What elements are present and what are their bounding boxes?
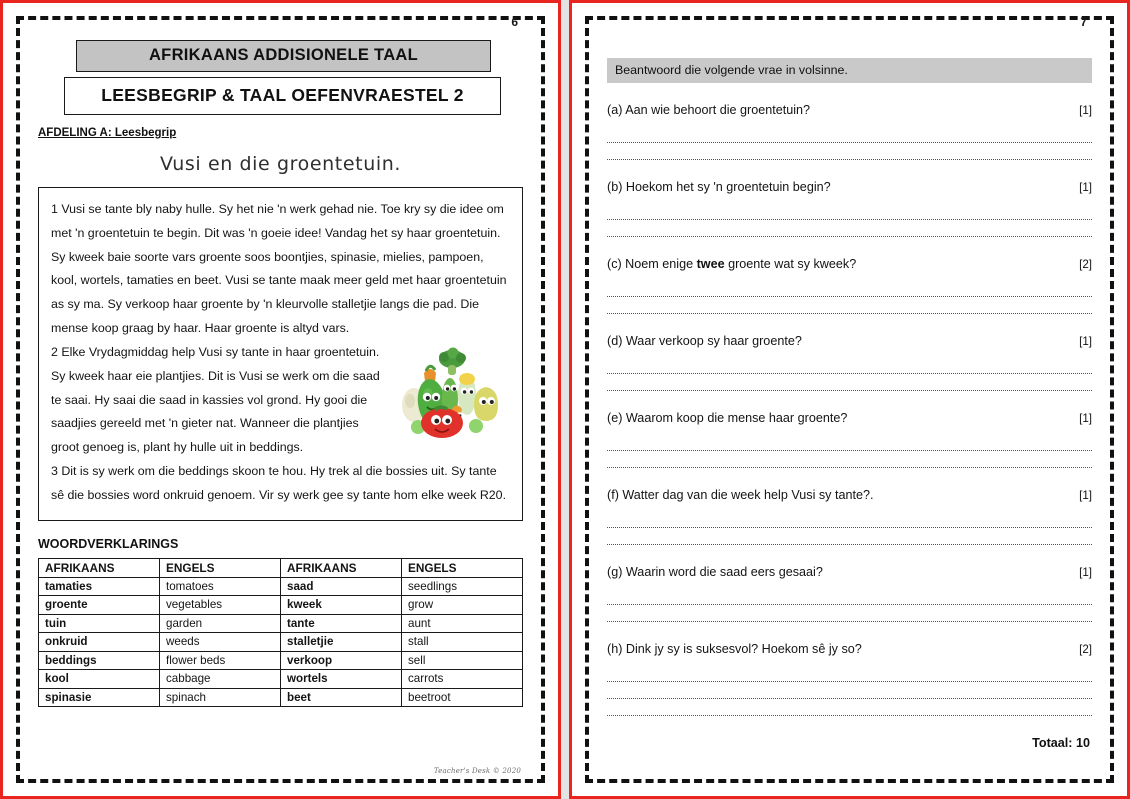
- question-marks: [1]: [1079, 104, 1092, 117]
- answer-lines[interactable]: [607, 436, 1092, 468]
- section-label: AFDELING A: Leesbegrip: [38, 127, 177, 139]
- question-text: (g) Waarin word die saad eers gesaai?: [607, 565, 823, 579]
- vocab-cell: weeds: [160, 633, 281, 652]
- question-text-post: groente wat sy kweek?: [724, 257, 857, 271]
- vocabulary-table: [38, 558, 523, 708]
- question-text: (e) Waarom koop die mense haar groente?: [607, 411, 848, 425]
- page-number-left: 6: [511, 15, 518, 29]
- page-content-right: [585, 16, 1114, 783]
- answer-line[interactable]: [607, 590, 1092, 605]
- questions-instruction: Beantwoord die volgende vrae in volsinne.: [607, 58, 1092, 83]
- vocab-cell: carrots: [402, 670, 523, 689]
- question-marks: [2]: [1079, 258, 1092, 271]
- answer-line[interactable]: [607, 222, 1092, 237]
- question-header: [607, 565, 1092, 579]
- answer-lines[interactable]: [607, 282, 1092, 314]
- question-text: (b) Hoekom het sy 'n groentetuin begin?: [607, 180, 831, 194]
- answer-line[interactable]: [607, 299, 1092, 314]
- vocab-cell: spinach: [160, 688, 281, 707]
- answer-line[interactable]: [607, 205, 1092, 220]
- page-number-right: 7: [1080, 15, 1087, 29]
- passage-title: Vusi en die groentetuin.: [159, 153, 401, 175]
- table-row: [39, 596, 523, 615]
- answer-line[interactable]: [607, 667, 1092, 682]
- vocab-cell: kweek: [281, 596, 402, 615]
- question-marks: [1]: [1079, 412, 1092, 425]
- question-marks: [2]: [1079, 643, 1092, 656]
- answer-line[interactable]: [607, 607, 1092, 622]
- question-marks: [1]: [1079, 181, 1092, 194]
- question-item-c: [607, 257, 1092, 314]
- vocab-cell: grow: [402, 596, 523, 615]
- question-marks: [1]: [1079, 566, 1092, 579]
- vocab-cell: onkruid: [39, 633, 160, 652]
- question-text: (d) Waar verkoop sy haar groente?: [607, 334, 802, 348]
- vocab-cell: verkoop: [281, 651, 402, 670]
- question-text: (f) Watter dag van die week help Vusi sy tante?.: [607, 488, 874, 502]
- passage-paragraph-2-wrap: [51, 341, 510, 508]
- vocab-cell: beet: [281, 688, 402, 707]
- vocab-cell: kool: [39, 670, 160, 689]
- vocab-cell: saad: [281, 577, 402, 596]
- worksheet-page-right: [569, 0, 1130, 799]
- table-row: [39, 651, 523, 670]
- vocab-cell: beetroot: [402, 688, 523, 707]
- question-item-a: [607, 103, 1092, 160]
- vocab-cell: aunt: [402, 614, 523, 633]
- question-marks: [1]: [1079, 489, 1092, 502]
- vocabulary-heading: WOORDVERKLARINGS: [38, 536, 179, 551]
- question-marks: [1]: [1079, 335, 1092, 348]
- question-header: [607, 411, 1092, 425]
- answer-lines[interactable]: [607, 513, 1092, 545]
- table-row: [39, 688, 523, 707]
- questions-list: [607, 103, 1092, 716]
- vocab-cell: cabbage: [160, 670, 281, 689]
- answer-lines[interactable]: [607, 128, 1092, 160]
- page-content-left: [16, 16, 545, 783]
- footer-watermark-left: Teacher's Desk © 2020: [433, 767, 521, 775]
- vocab-col-header-0: AFRIKAANS: [39, 558, 160, 577]
- answer-line[interactable]: [607, 128, 1092, 143]
- vocab-cell: sell: [402, 651, 523, 670]
- vocab-cell: groente: [39, 596, 160, 615]
- answer-line[interactable]: [607, 145, 1092, 160]
- table-row: [39, 670, 523, 689]
- answer-line[interactable]: [607, 453, 1092, 468]
- vocab-cell: stalletjie: [281, 633, 402, 652]
- answer-line[interactable]: [607, 701, 1092, 716]
- question-header: [607, 103, 1092, 117]
- vocabulary-body: [39, 577, 523, 707]
- question-header: [607, 488, 1092, 502]
- cartoon-vegetables-image: [390, 343, 508, 439]
- question-text-pre: (c) Noem enige: [607, 257, 697, 271]
- vocab-cell: spinasie: [39, 688, 160, 707]
- question-text: (h) Dink jy sy is suksesvol? Hoekom sê jy so?: [607, 642, 862, 656]
- vocab-col-header-3: ENGELS: [402, 558, 523, 577]
- question-header: [607, 257, 1092, 271]
- answer-line[interactable]: [607, 530, 1092, 545]
- answer-lines[interactable]: [607, 205, 1092, 237]
- question-header: [607, 180, 1092, 194]
- vocab-cell: beddings: [39, 651, 160, 670]
- vocabulary-header-row: [39, 558, 523, 577]
- banner-paper-title: LEESBEGRIP & TAAL OEFENVRAESTEL 2: [64, 77, 501, 115]
- question-item-g: [607, 565, 1092, 622]
- passage-paragraph-2: 2 Elke Vrydagmiddag help Vusi sy tante in haar groentetuin. Sy kweek haar eie plantjies. Dit is Vusi se werk om die saad te saai. Hy saai die saad in kassies vol grond. Hy gooi die saadjies gereeld met 'n gieter nat. Wanneer die plantjies groot genoeg is, plant hy hulle uit in beddings.: [51, 344, 380, 455]
- page-gutter: [561, 0, 569, 799]
- question-text: [607, 257, 856, 271]
- vocab-cell: wortels: [281, 670, 402, 689]
- vocab-cell: stall: [402, 633, 523, 652]
- question-item-e: [607, 411, 1092, 468]
- answer-line[interactable]: [607, 513, 1092, 528]
- vocab-cell: seedlings: [402, 577, 523, 596]
- passage-paragraph-3: 3 Dit is sy werk om die beddings skoon te hou. Hy trek al die bossies uit. Sy tante sê die bossies word onkruid genoem. Vir sy werk gee sy tante hom elke week R20.: [51, 463, 507, 502]
- answer-line[interactable]: [607, 376, 1092, 391]
- question-item-b: [607, 180, 1092, 237]
- answer-lines[interactable]: [607, 590, 1092, 622]
- question-text-emphasis: twee: [696, 257, 725, 271]
- question-header: [607, 642, 1092, 656]
- vocab-cell: vegetables: [160, 596, 281, 615]
- vocab-cell: flower beds: [160, 651, 281, 670]
- total-marks: Totaal: 10: [1032, 736, 1090, 750]
- table-row: [39, 577, 523, 596]
- vocab-cell: garden: [160, 614, 281, 633]
- answer-lines[interactable]: [607, 667, 1092, 716]
- question-text: (a) Aan wie behoort die groentetuin?: [607, 103, 811, 117]
- worksheet-page-left: [0, 0, 561, 799]
- answer-line[interactable]: [607, 282, 1092, 297]
- vocab-col-header-1: ENGELS: [160, 558, 281, 577]
- table-row: [39, 614, 523, 633]
- answer-line[interactable]: [607, 359, 1092, 374]
- question-item-d: [607, 334, 1092, 391]
- answer-line[interactable]: [607, 436, 1092, 451]
- vocab-cell: tante: [281, 614, 402, 633]
- banner-subject-title: AFRIKAANS ADDISIONELE TAAL: [76, 40, 491, 72]
- question-item-h: [607, 642, 1092, 716]
- vocab-col-header-2: AFRIKAANS: [281, 558, 402, 577]
- question-header: [607, 334, 1092, 348]
- reading-passage-box: [38, 187, 523, 521]
- vocab-cell: tuin: [39, 614, 160, 633]
- answer-lines[interactable]: [607, 359, 1092, 391]
- question-item-f: [607, 488, 1092, 545]
- vocab-cell: tomatoes: [160, 577, 281, 596]
- vocab-cell: tamaties: [39, 577, 160, 596]
- answer-line[interactable]: [607, 684, 1092, 699]
- passage-paragraph-1: 1 Vusi se tante bly naby hulle. Sy het nie 'n werk gehad nie. Toe kry sy die idee om met 'n groentetuin te begin. Dit was 'n goeie idee! Vandag het sy haar groentetuin. Sy kweek baie soorte vars groente soos boontjies, spinasie, mielies, pampoen, kool, wortels, tamaties en beet. Vusi se tante maak meer geld met haar groentetuin as sy ma. Sy verkoop haar groente by 'n kleurvolle stalletjie langs die pad. Die mense koop graag by haar. Haar groente is altyd vars.: [51, 202, 507, 336]
- table-row: [39, 633, 523, 652]
